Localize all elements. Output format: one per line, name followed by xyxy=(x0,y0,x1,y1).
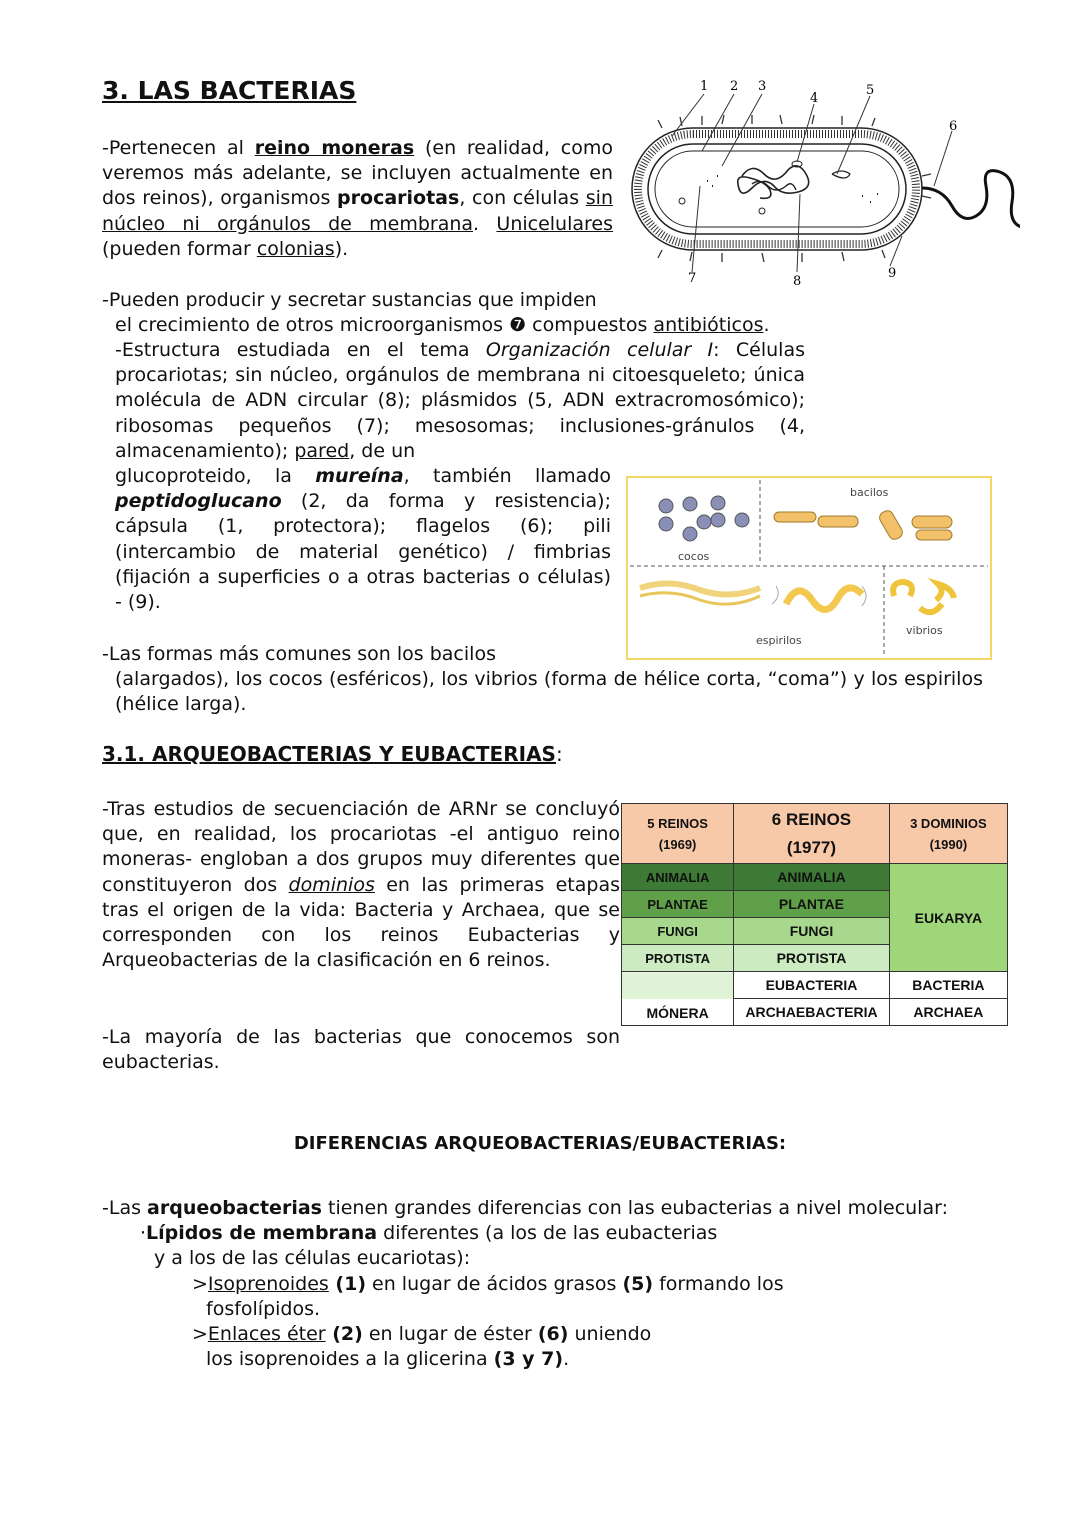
cell-label-3: 3 xyxy=(758,79,767,94)
text: -Pertenecen al xyxy=(102,137,255,159)
paragraph-diferencias xyxy=(102,1196,1002,1372)
term-isoprenoides: Isoprenoides xyxy=(207,1272,329,1295)
text: formando los xyxy=(653,1272,784,1295)
cell-label-9: 9 xyxy=(888,266,897,281)
cell-label-5: 5 xyxy=(866,83,875,98)
bacterial-cell-diagram xyxy=(622,76,1020,290)
term-antibioticos: antibióticos xyxy=(653,314,764,337)
line-enlaces xyxy=(102,1322,1002,1347)
text: -Las formas más comunes son los bacilos xyxy=(102,643,496,665)
text: los isoprenoides a la glicerina xyxy=(206,1348,494,1371)
cell-fungi-5: FUNGI xyxy=(622,918,734,945)
text: (1969) xyxy=(658,836,697,852)
line-intro xyxy=(102,1196,1002,1221)
text: en lugar de ácidos grasos xyxy=(366,1272,623,1295)
term-pared: pared xyxy=(294,439,350,462)
text: (3 y 7) xyxy=(493,1348,564,1371)
paragraph-formas xyxy=(102,642,613,667)
text: -Estructura estudiada en el tema xyxy=(115,339,486,361)
cell-bacteria: BACTERIA xyxy=(889,972,1007,999)
cell-plantae-6: PLANTAE xyxy=(734,891,890,918)
text: -Tras estudios de secuenciación de ARNr se concluyó que, en realidad, los procariotas -el antiguo reino moneras- engloban a dos grupos muy diferentes que constituyeron dos xyxy=(102,798,620,896)
text: , con células xyxy=(459,187,586,210)
text: (5) xyxy=(622,1272,654,1295)
text: ). xyxy=(334,237,349,260)
paragraph-mayoria xyxy=(102,1025,620,1075)
text: fosfolípidos. xyxy=(206,1297,321,1320)
term-colonias: colonias xyxy=(256,237,335,260)
term-reino-moneras: reino moneras xyxy=(254,137,415,159)
text: (6) xyxy=(537,1323,569,1346)
text: · xyxy=(140,1222,147,1245)
text: (2) xyxy=(325,1323,363,1346)
cell-protista-5: PROTISTA xyxy=(622,945,734,972)
text: tienen grandes diferencias con las eubacterias a nivel molecular: xyxy=(321,1197,948,1219)
paragraph-estructura xyxy=(115,338,805,464)
text: en lugar de éster xyxy=(362,1323,538,1346)
text: , también llamado xyxy=(403,465,611,487)
text: (en realidad, como veremos más adelante, se incluyen actualmente en dos reinos), organismos xyxy=(102,137,613,210)
text: (1) xyxy=(328,1272,366,1295)
cell-label-1: 1 xyxy=(700,79,709,94)
term-arqueobacterias: arqueobacterias xyxy=(147,1197,322,1219)
header-3-dominios xyxy=(889,804,1007,864)
paragraph-estructura-cont xyxy=(115,464,611,615)
cell-label-4: 4 xyxy=(810,91,819,106)
text: el crecimiento de otros microorganismos ❼ compuestos xyxy=(115,314,654,337)
header-5-reinos xyxy=(622,804,734,864)
paragraph-reino-moneras xyxy=(102,136,613,262)
text: 6 REINOS xyxy=(771,809,852,829)
cell-plantae-5: PLANTAE xyxy=(622,891,734,918)
text: . xyxy=(563,1348,570,1371)
text: (2, da forma y resistencia); cápsula (1, protectora); flagelos (6); pili (intercambio de material genético) / fimbrias (fijación a superficies o a otras bacterias o células) - (9). xyxy=(115,490,611,614)
text: , de un xyxy=(349,439,416,462)
term-dominios: dominios xyxy=(288,873,375,896)
cell-animalia-5: ANIMALIA xyxy=(622,864,734,891)
text: : xyxy=(555,742,563,766)
term-mureina: mureína xyxy=(315,465,404,487)
line-lipidos-cont xyxy=(102,1246,1002,1271)
text: > xyxy=(192,1323,208,1346)
line-glicerina xyxy=(102,1347,1002,1372)
text: uniendo xyxy=(568,1323,652,1346)
label-bacilos: bacilos xyxy=(850,486,889,499)
term-organizacion-celular: Organización celular I xyxy=(485,339,714,361)
term-unicelulares: Unicelulares xyxy=(496,212,613,235)
term-lipidos-membrana: Lípidos de membrana xyxy=(146,1222,378,1245)
text: 5 REINOS xyxy=(647,815,708,831)
text: -Las xyxy=(102,1197,148,1219)
paragraph-formas-cont xyxy=(115,667,983,717)
text: -Pueden producir y secretar sustancias que impiden xyxy=(102,289,597,311)
cell-archaea: ARCHAEA xyxy=(889,999,1007,1026)
section-heading-text: 3.1. ARQUEOBACTERIAS Y EUBACTERIAS xyxy=(102,742,556,766)
text: 3 DOMINIOS xyxy=(910,815,987,831)
paragraph-antibioticos xyxy=(102,288,822,338)
text: diferentes (a los de las eubacterias xyxy=(377,1222,718,1245)
text: . xyxy=(763,314,770,337)
cell-archaebacteria: ARCHAEBACTERIA xyxy=(734,999,890,1026)
text: (pueden formar xyxy=(102,237,257,260)
bacterial-shapes-figure xyxy=(626,476,992,660)
line-lipidos xyxy=(102,1221,1002,1246)
term-enlaces-eter: Enlaces éter xyxy=(207,1323,326,1346)
label-cocos: cocos xyxy=(678,550,710,563)
section-heading-arqueobacterias xyxy=(102,742,563,766)
text: > xyxy=(192,1272,208,1295)
cell-animalia-6: ANIMALIA xyxy=(734,864,890,891)
cell-label-7: 7 xyxy=(688,271,697,286)
term-sin-nucleo: sin núcleo ni orgánulos de membrana xyxy=(102,187,613,235)
text: : Células procariotas; sin núcleo, orgánulos de membrana ni citoesqueleto; única molécula de ADN circular (8); plásmidos (5, ADN extracromosómico); ribosomas pequeños (7); mesosomas; inclusiones-gránulos (4, almacenamiento); xyxy=(115,339,805,462)
label-espirilos: espirilos xyxy=(756,634,802,647)
cell-label-6: 6 xyxy=(949,119,958,134)
text: -La mayoría de las bacterias que conocemos son eubacterias. xyxy=(102,1026,620,1074)
text: (1977) xyxy=(786,837,837,857)
page-title: 3. LAS BACTERIAS xyxy=(102,76,357,105)
cell-protista-6: PROTISTA xyxy=(734,945,890,972)
label-vibrios: vibrios xyxy=(906,624,943,637)
text: glucoproteido, la xyxy=(115,465,316,487)
line-isoprenoides xyxy=(102,1272,1002,1297)
differences-heading: DIFERENCIAS ARQUEOBACTERIAS/EUBACTERIAS: xyxy=(293,1133,787,1154)
cell-label-8: 8 xyxy=(793,274,802,289)
header-6-reinos xyxy=(734,804,890,864)
term-peptidoglucano: peptidoglucano xyxy=(115,490,282,513)
cell-monera: MÓNERA xyxy=(622,972,734,1026)
text: . xyxy=(473,212,497,235)
line-fosfolipidos xyxy=(102,1297,1002,1322)
text: (alargados), los cocos (esféricos), los vibrios (forma de hélice corta, “coma”) y los espirilos (hélice larga). xyxy=(115,668,983,716)
term-procariotas: procariotas xyxy=(337,187,460,210)
cell-eubacteria: EUBACTERIA xyxy=(734,972,890,999)
classification-table xyxy=(621,803,1008,1026)
cell-fungi-6: FUNGI xyxy=(734,918,890,945)
cell-eukarya: EUKARYA xyxy=(889,864,1007,972)
cell-label-2: 2 xyxy=(730,79,739,94)
text: y a los de las células eucariotas): xyxy=(154,1247,471,1270)
text: en las primeras etapas tras el origen de la vida: Bacteria y Archaea, que se corresponden con los reinos Eubacterias y Arqueobacterias de la clasificación en 6 reinos. xyxy=(102,873,620,972)
text: (1990) xyxy=(929,836,968,852)
paragraph-secuenciacion xyxy=(102,797,620,973)
